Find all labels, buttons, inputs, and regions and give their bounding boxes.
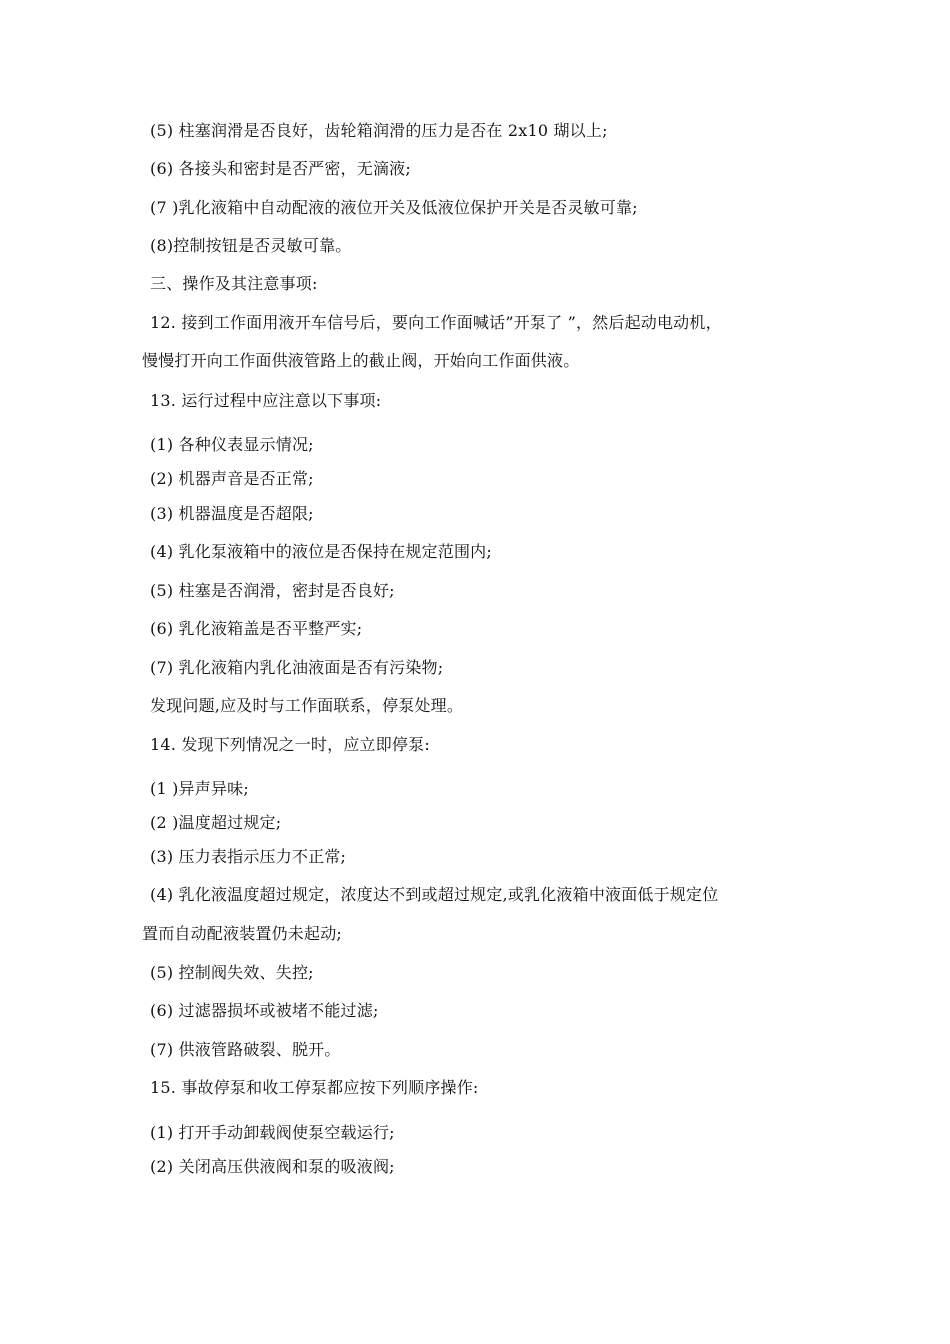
text-line: 慢慢打开向工作面供液管路上的截止阀，开始向工作面供液。 — [142, 351, 580, 370]
list-item: (1 )异声异味; — [150, 779, 249, 798]
list-item: (7) 供液管路破裂、脱开。 — [150, 1040, 341, 1059]
list-item: (2 )温度超过规定; — [150, 813, 282, 832]
list-item: (5) 控制阀失效、失控; — [150, 963, 314, 982]
list-item: (2) 机器声音是否正常; — [150, 469, 314, 488]
text-line: 15. 事故停泵和收工停泵都应按下列顺序操作: — [150, 1078, 479, 1097]
text-line: 14. 发现下列情况之一时，应立即停泵: — [150, 735, 430, 754]
list-item: (6) 过滤器损坏或被堵不能过滤; — [150, 1001, 379, 1020]
list-item: (6) 乳化液箱盖是否平整严实; — [150, 619, 363, 638]
text-line: (5) 柱塞润滑是否良好，齿轮箱润滑的压力是否在 2x10 瑚以上; — [150, 121, 608, 140]
text-line: 发现问题,应及时与工作面联系，停泵处理。 — [150, 696, 464, 715]
list-item: (4) 乳化泵液箱中的液位是否保持在规定范围内; — [150, 542, 492, 561]
list-item: (7) 乳化液箱内乳化油液面是否有污染物; — [150, 658, 444, 677]
list-item: (3) 压力表指示压力不正常; — [150, 847, 347, 866]
list-item: (4) 乳化液温度超过规定，浓度达不到或超过规定,或乳化液箱中液面低于规定位 — [150, 885, 719, 904]
text-line: (7 )乳化液箱中自动配液的液位开关及低液位保护开关是否灵敏可靠; — [150, 198, 638, 217]
text-line: (6) 各接头和密封是否严密，无滴液; — [150, 159, 411, 178]
list-item: (1) 各种仪表显示情况; — [150, 435, 314, 454]
text-line: 12. 接到工作面用液开车信号后，要向工作面喊话”开泵了 ”，然后起动电动机， — [150, 313, 722, 332]
list-item: (1) 打开手动卸载阀使泵空载运行; — [150, 1123, 395, 1142]
text-line: 置而自动配液装置仍未起动; — [142, 924, 342, 943]
section-heading: 三、操作及其注意事项: — [150, 274, 318, 293]
text-line: 13. 运行过程中应注意以下事项: — [150, 391, 382, 410]
list-item: (2) 关闭高压供液阀和泵的吸液阀; — [150, 1157, 395, 1176]
list-item: (3) 机器温度是否超限; — [150, 504, 314, 523]
text-line: (8)控制按钮是否灵敏可靠。 — [150, 236, 352, 255]
list-item: (5) 柱塞是否润滑，密封是否良好; — [150, 581, 395, 600]
